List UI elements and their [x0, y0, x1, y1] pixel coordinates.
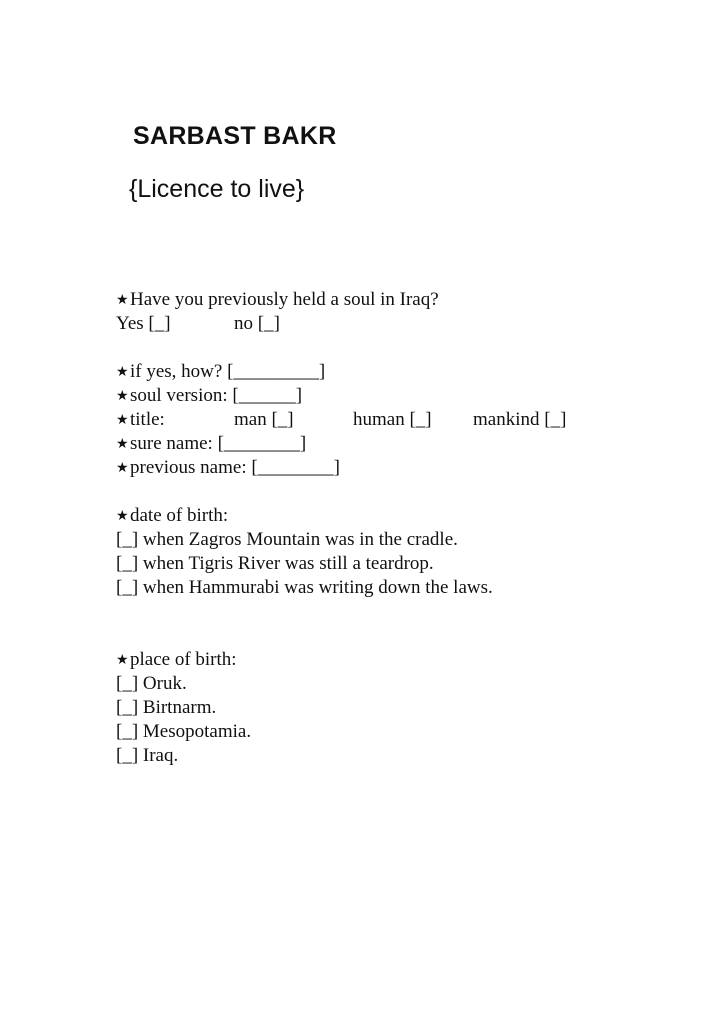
- option-no[interactable]: no [_]: [234, 313, 280, 334]
- question-previous-name: [116, 456, 716, 480]
- star-icon: ★: [116, 365, 129, 380]
- star-icon: ★: [116, 653, 129, 668]
- question-sure-name: [116, 432, 716, 456]
- pob-option[interactable]: [_] Iraq.: [116, 745, 179, 766]
- question-previous-name-text[interactable]: previous name: [________]: [130, 457, 341, 478]
- question-date-of-birth-text: date of birth:: [130, 505, 229, 526]
- question-soul-text: Have you previously held a soul in Iraq?: [130, 289, 439, 310]
- licence-form: [116, 288, 716, 768]
- question-date-of-birth: [116, 504, 716, 528]
- option-human[interactable]: human [_]: [353, 409, 432, 430]
- question-how-text[interactable]: if yes, how? [_________]: [130, 361, 326, 382]
- star-icon: ★: [116, 389, 129, 404]
- question-sure-name-text[interactable]: sure name: [________]: [130, 433, 307, 454]
- spacer: [116, 480, 716, 504]
- spacer: [116, 600, 716, 648]
- option-mankind[interactable]: mankind [_]: [473, 409, 567, 430]
- dob-option[interactable]: [_] when Zagros Mountain was in the cradle.: [116, 529, 458, 550]
- pob-option[interactable]: [_] Birtnarm.: [116, 697, 217, 718]
- question-place-of-birth: [116, 648, 716, 672]
- star-icon: ★: [116, 509, 129, 524]
- question-place-of-birth-text: place of birth:: [130, 649, 237, 670]
- dob-option[interactable]: [_] when Tigris River was still a teardrop.: [116, 553, 434, 574]
- question-how: [116, 360, 716, 384]
- pob-option[interactable]: [_] Oruk.: [116, 673, 187, 694]
- star-icon: ★: [116, 293, 129, 308]
- question-soul-version: [116, 384, 716, 408]
- question-soul-version-text[interactable]: soul version: [______]: [130, 385, 303, 406]
- author-name: SARBAST BAKR: [133, 122, 337, 150]
- star-icon: ★: [116, 461, 129, 476]
- question-title-text: title:: [130, 409, 165, 430]
- poem-title: {Licence to live}: [129, 175, 305, 203]
- yes-no-row: [116, 312, 716, 336]
- question-soul: [116, 288, 716, 312]
- pob-option[interactable]: [_] Mesopotamia.: [116, 721, 252, 742]
- spacer: [116, 336, 716, 360]
- option-yes[interactable]: Yes [_]: [116, 313, 171, 334]
- dob-option[interactable]: [_] when Hammurabi was writing down the laws.: [116, 577, 493, 598]
- star-icon: ★: [116, 413, 129, 428]
- option-man[interactable]: man [_]: [234, 409, 294, 430]
- question-title: [116, 408, 716, 432]
- star-icon: ★: [116, 437, 129, 452]
